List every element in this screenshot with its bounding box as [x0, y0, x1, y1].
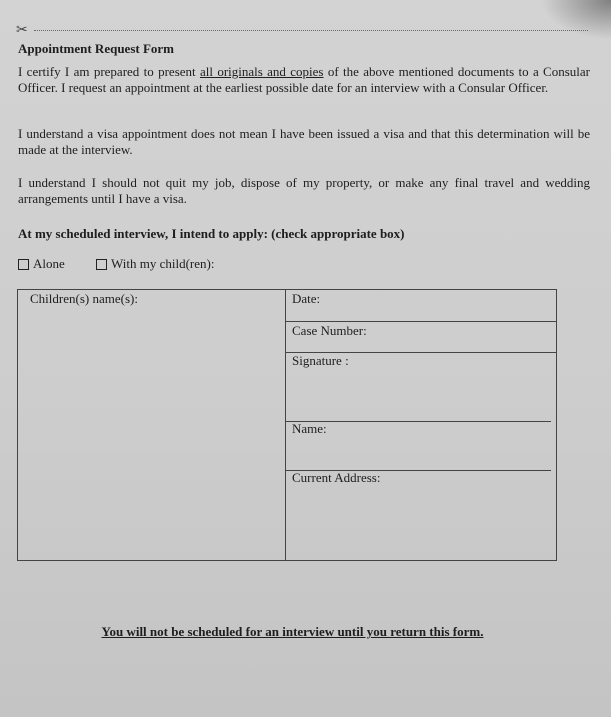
- name-field[interactable]: [286, 436, 552, 468]
- case-number-field[interactable]: [286, 338, 556, 352]
- cut-line: [16, 22, 588, 36]
- children-names-field[interactable]: [18, 308, 284, 560]
- scissors-icon: ✂: [16, 23, 28, 38]
- date-label: Date:: [292, 291, 321, 306]
- property-paragraph: I understand I should not quit my job, dispose of my property, or make any final travel and wedding arrangements until I have a visa.: [18, 175, 590, 206]
- certify-underlined: all originals and copies: [199, 64, 324, 79]
- option-with-children[interactable]: [96, 256, 214, 272]
- children-option-label: With my child(ren):: [111, 256, 215, 271]
- visa-paragraph: I understand a visa appointment does not mean I have been issued a visa and that this determination will be made at the interview.: [18, 126, 590, 157]
- dotted-line: [34, 30, 588, 31]
- children-names-label: Children(s) name(s):: [30, 291, 138, 306]
- alone-label: Alone: [33, 256, 65, 271]
- certify-paragraph: [18, 64, 590, 96]
- certify-text-b: of the above mentioned documents to a Consular Officer. I request an appointment at the earliest possible date for an interview with a Consular Officer.: [18, 64, 590, 95]
- address-field[interactable]: [286, 486, 552, 560]
- signature-label: Signature :: [292, 353, 349, 368]
- signature-field[interactable]: [286, 368, 556, 420]
- applicant-table: [17, 289, 557, 561]
- date-field[interactable]: [286, 306, 556, 320]
- alone-checkbox[interactable]: [18, 259, 29, 270]
- children-checkbox[interactable]: [96, 259, 107, 270]
- certify-text-a: I certify I am prepared to present: [18, 64, 200, 79]
- row-divider: [285, 321, 557, 322]
- return-notice: You will not be scheduled for an interview until you return this form.: [101, 624, 484, 639]
- name-label: Name:: [292, 421, 327, 436]
- option-alone[interactable]: [18, 256, 65, 272]
- case-number-label: Case Number:: [292, 323, 367, 338]
- intent-heading: At my scheduled interview, I intend to apply: (check appropriate box): [18, 226, 405, 241]
- form-title: Appointment Request Form: [18, 41, 174, 56]
- address-label: Current Address:: [292, 470, 381, 485]
